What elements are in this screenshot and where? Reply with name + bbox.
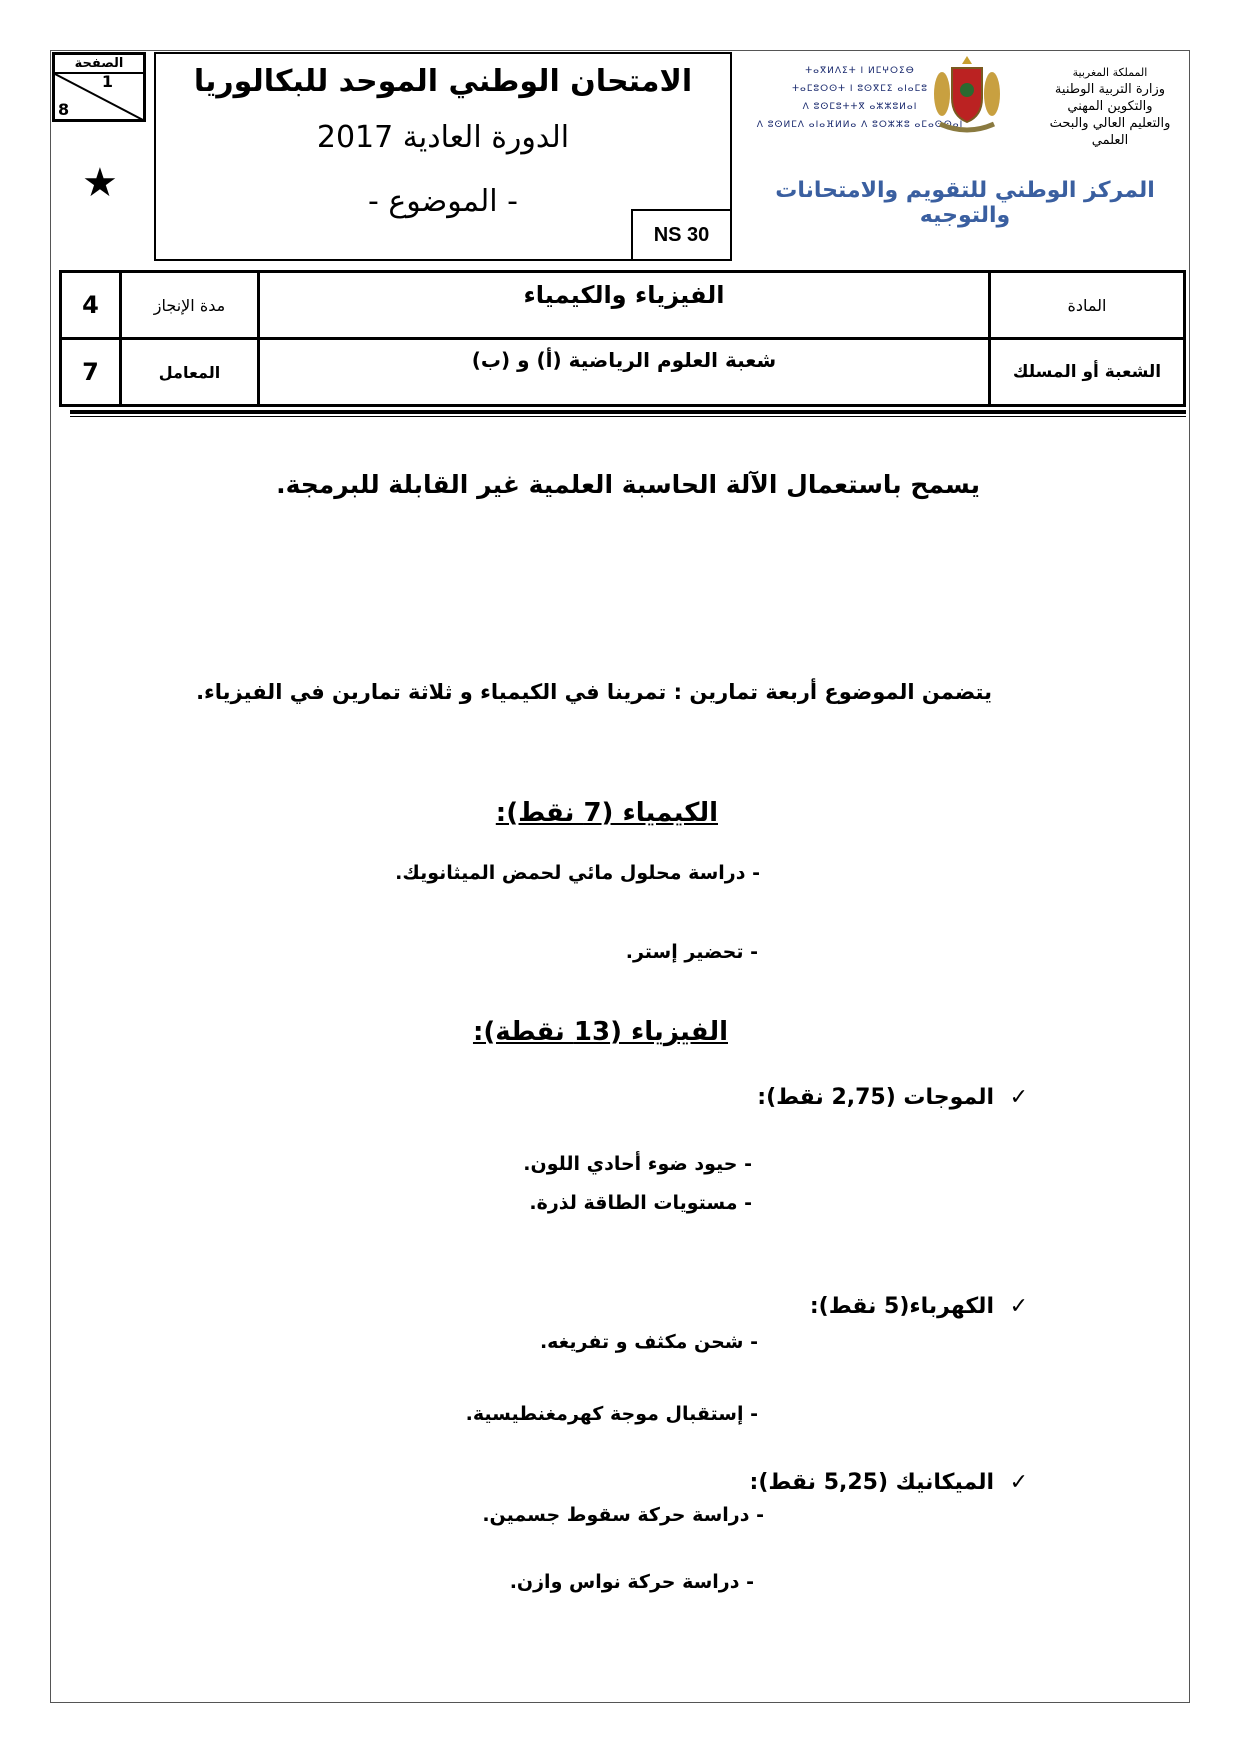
page-number-box xyxy=(52,52,146,122)
tifinagh-line: ⵜⴰⵎⵓⵔⵙⵜ ⵏ ⵓⵙⴳⵎⵉ ⴰⵏⴰⵎⵓ xyxy=(792,84,928,94)
star-icon: ★ xyxy=(82,160,118,206)
page-total: 8 xyxy=(58,100,70,119)
exam-title: الامتحان الوطني الموحد للبكالوريا xyxy=(193,64,693,99)
electricity-heading: الكهرباء(5 نقط): xyxy=(809,1294,994,1319)
coefficient-value: 7 xyxy=(61,339,121,406)
ministry-block xyxy=(1030,64,1190,149)
coat-of-arms-icon xyxy=(932,54,1002,134)
mechanics-item: - دراسة حركة سقوط جسمين. xyxy=(482,1504,764,1526)
chemistry-item: - تحضير إستر. xyxy=(625,941,758,963)
center-name: المركز الوطني للتقويم والامتحانات والتوجيه xyxy=(775,178,1155,228)
duration-label: مدة الإنجاز xyxy=(121,272,259,339)
mechanics-item: - دراسة حركة نواس وازن. xyxy=(509,1571,754,1593)
coefficient-label: المعامل xyxy=(121,339,259,406)
ministry-line: المملكة المغربية xyxy=(1072,66,1148,79)
electricity-item: - إستقبال موجة كهرمغنطيسية. xyxy=(465,1403,758,1425)
chemistry-item: - دراسة محلول مائي لحمض الميثانويك. xyxy=(395,862,760,884)
info-table xyxy=(59,270,1186,407)
exam-code: NS 30 xyxy=(631,209,732,261)
physics-heading: الفيزياء (13 نقطة): xyxy=(472,1017,728,1047)
divider xyxy=(70,416,1186,417)
intro-text: يتضمن الموضوع أربعة تمارين : تمرينا في الكيمياء و ثلاثة تمارين في الفيزياء. xyxy=(196,680,992,704)
duration-value: 4 xyxy=(61,272,121,339)
check-icon: ✓ xyxy=(1009,1470,1028,1495)
branch-label: الشعبة أو المسلك xyxy=(990,339,1185,406)
calculator-note: يسمح باستعمال الآلة الحاسبة العلمية غير القابلة للبرمجة. xyxy=(276,470,980,499)
subject-label: - الموضوع - xyxy=(368,184,518,219)
branch-value: شعبة العلوم الرياضية (أ) و (ب) xyxy=(259,339,990,406)
subject-field-label: المادة xyxy=(990,272,1185,339)
tifinagh-line: ⵜⴰⴳⵍⴷⵉⵜ ⵏ ⵍⵎⵖⵔⵉⴱ xyxy=(805,66,915,76)
check-icon: ✓ xyxy=(1009,1085,1028,1110)
ministry-line: وزارة التربية الوطنية xyxy=(1054,82,1166,97)
page-current: 1 xyxy=(101,72,113,91)
tifinagh-line: ⴷ ⵓⵙⵍⵎⴷ ⴰⵏⴰⴼⵍⵍⴰ ⴷ ⵓⵔⵣⵣⵓ ⴰⵎⴰⵙⵙⴰⵏ xyxy=(756,120,964,130)
divider xyxy=(70,410,1186,414)
session-title: الدورة العادية 2017 xyxy=(316,120,570,155)
ministry-line: والتكوين المهني xyxy=(1067,99,1153,114)
tifinagh-line: ⴷ ⵓⵙⵎⵓⵜⵜⴳ ⴰⵣⵣⵓⵍⴰⵏ xyxy=(802,102,918,112)
electricity-item: - شحن مكثف و تفريغه. xyxy=(539,1331,758,1353)
waves-item: - مستويات الطاقة لذرة. xyxy=(529,1192,752,1214)
check-icon: ✓ xyxy=(1009,1294,1028,1319)
chemistry-heading: الكيمياء (7 نقط): xyxy=(495,798,718,828)
subject-value: الفيزياء والكيمياء xyxy=(259,272,990,339)
page-label: الصفحة xyxy=(55,55,143,74)
waves-item: - حيود ضوء أحادي اللون. xyxy=(523,1153,752,1175)
mechanics-heading: الميكانيك (5,25 نقط): xyxy=(749,1470,994,1495)
waves-heading: الموجات (2,75 نقط): xyxy=(757,1085,994,1110)
ministry-line: والتعليم العالي والبحث العلمي xyxy=(1049,116,1171,148)
